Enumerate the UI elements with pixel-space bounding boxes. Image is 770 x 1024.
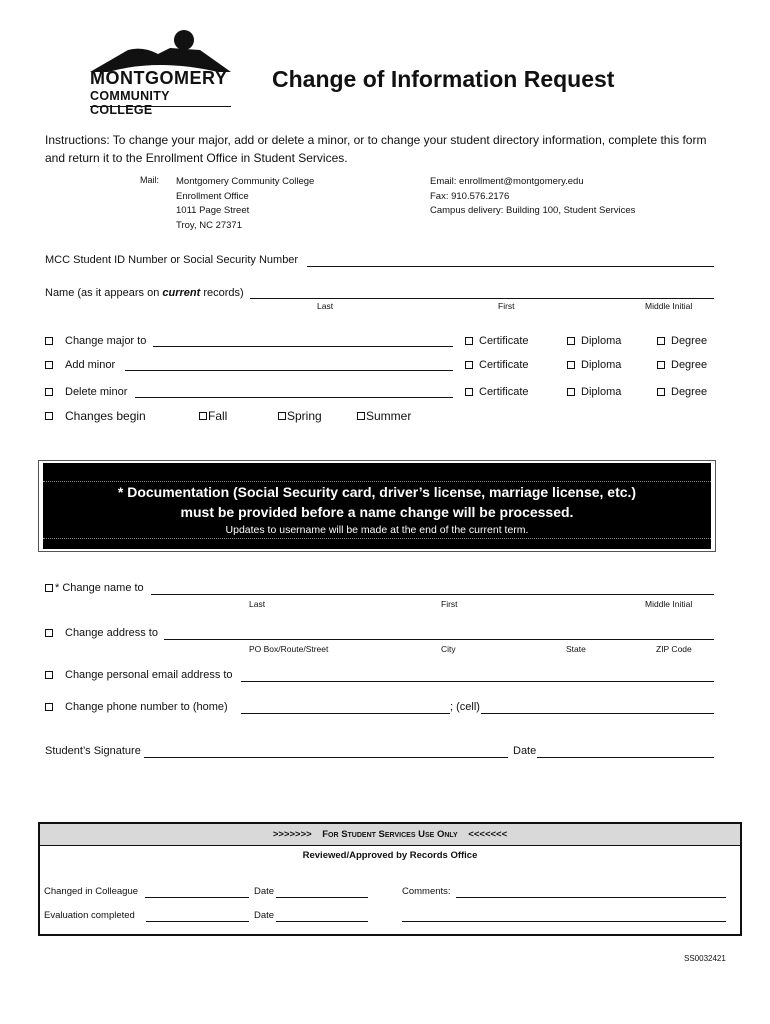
address-zip-caption: ZIP Code: [656, 644, 692, 654]
signature-label: Student’s Signature: [45, 745, 141, 757]
mail-line: Troy, NC 27371: [176, 219, 242, 231]
comments-label: Comments:: [402, 886, 451, 897]
documentation-notice: [38, 460, 716, 552]
change-address-checkbox[interactable]: [45, 629, 53, 637]
change-name-mi-caption: Middle Initial: [645, 599, 693, 609]
change-phone-checkbox[interactable]: [45, 703, 53, 711]
changes-begin-checkbox[interactable]: [45, 412, 53, 420]
add-minor-label: Add minor: [65, 359, 116, 371]
checkbox[interactable]: [657, 337, 665, 345]
change-name-label: * Change name to: [55, 582, 144, 594]
change-major-label: Change major to: [65, 335, 147, 347]
date1-field[interactable]: [276, 897, 368, 898]
instructions: Instructions: To change your major, add or delete a minor, or to change your student directory information, complete this form and return it to the Enrollment Office in Student Services.: [45, 133, 707, 165]
office-use-title: For Student Services Use Only: [322, 829, 458, 840]
checkbox[interactable]: [567, 337, 575, 345]
notice-line-3: Updates to username will be made at the end of the current term.: [225, 524, 529, 536]
office-use-header: >>>>>>> For Student Services Use Only <<<<<<<: [40, 824, 740, 846]
checkbox[interactable]: [199, 412, 207, 420]
cell-phone-label: ; (cell): [450, 701, 480, 713]
change-major-field[interactable]: [153, 346, 453, 347]
delete-minor-label: Delete minor: [65, 386, 128, 398]
mail-label: Mail:: [140, 175, 160, 185]
address-city-caption: City: [441, 644, 456, 654]
delete-minor-checkbox[interactable]: [45, 388, 53, 396]
name-last-caption: Last: [317, 301, 334, 311]
comments-field[interactable]: [456, 897, 726, 898]
delete-minor-field[interactable]: [135, 397, 453, 398]
date2-field[interactable]: [276, 921, 368, 922]
logo-line-1: MONTGOMERY: [90, 68, 228, 88]
term-summer-option[interactable]: Summer: [357, 409, 411, 423]
cell-phone-field[interactable]: [481, 713, 714, 714]
logo-line-2: COMMUNITY COLLEGE: [90, 89, 170, 117]
major-diploma-option[interactable]: Diploma: [567, 335, 621, 347]
office-use-box: [38, 822, 742, 936]
change-phone-row: [45, 701, 228, 713]
changed-in-label: Changed in Colleague: [44, 886, 139, 897]
student-id-field[interactable]: [307, 266, 714, 267]
change-address-field[interactable]: [164, 639, 714, 640]
notice-line-2: must be provided before a name change will be processed.: [180, 504, 574, 520]
date1-label: Date: [254, 886, 275, 897]
checkbox[interactable]: [657, 361, 665, 369]
delete-minor-diploma-option[interactable]: Diploma: [567, 386, 621, 398]
notice-line-1: * Documentation (Social Security card, driver’s license, marriage license, etc.): [117, 484, 637, 500]
contact-fax: Fax: 910.576.2176: [430, 190, 510, 202]
name-mi-caption: Middle Initial: [645, 301, 693, 311]
name-label: Name (as it appears on current records): [45, 287, 244, 299]
contact-info: [430, 175, 635, 219]
changes-begin-label: Changes begin: [65, 409, 146, 423]
change-name-field[interactable]: [151, 594, 714, 595]
major-degree-option[interactable]: Degree: [657, 335, 707, 347]
change-email-checkbox[interactable]: [45, 671, 53, 679]
change-address-label: Change address to: [65, 627, 158, 639]
change-email-field[interactable]: [241, 681, 714, 682]
page-title: Change of Information Request: [272, 66, 615, 92]
reviewed-label: Reviewed/Approved by Records Office: [302, 850, 478, 861]
change-name-last-caption: Last: [249, 599, 266, 609]
comments-field-line-2[interactable]: [402, 921, 726, 922]
checkbox[interactable]: [465, 361, 473, 369]
change-name-row: [45, 582, 144, 594]
add-minor-field[interactable]: [125, 370, 453, 371]
change-name-first-caption: First: [441, 599, 458, 609]
add-minor-checkbox[interactable]: [45, 361, 53, 369]
checkbox[interactable]: [567, 361, 575, 369]
change-phone-label: Change phone number to (home): [65, 701, 228, 713]
checkbox[interactable]: [657, 388, 665, 396]
signature-date-label: Date: [513, 745, 537, 757]
term-fall-option[interactable]: Fall: [199, 409, 227, 423]
change-major-checkbox[interactable]: [45, 337, 53, 345]
evaluation-label: Evaluation completed: [44, 910, 135, 921]
add-minor-diploma-option[interactable]: Diploma: [567, 359, 621, 371]
change-major-row: [45, 335, 146, 347]
delete-minor-certificate-option[interactable]: Certificate: [465, 386, 529, 398]
signature-date-field[interactable]: [537, 757, 714, 758]
change-email-label: Change personal email address to: [65, 669, 233, 681]
address-state-caption: State: [566, 644, 586, 654]
evaluation-field[interactable]: [146, 921, 249, 922]
contact-campus: Campus delivery: Building 100, Student Services: [430, 205, 636, 216]
changes-begin-row: [45, 409, 146, 423]
student-id-label: MCC Student ID Number or Social Security Number: [45, 254, 299, 266]
mail-address: [176, 175, 314, 233]
name-field[interactable]: [250, 298, 714, 299]
date2-label: Date: [254, 910, 275, 921]
checkbox[interactable]: [465, 337, 473, 345]
change-address-row: [45, 627, 158, 639]
mail-line: 1011 Page Street: [176, 205, 250, 216]
signature-field[interactable]: [144, 757, 508, 758]
add-minor-certificate-option[interactable]: Certificate: [465, 359, 529, 371]
delete-minor-row: [45, 386, 127, 398]
contact-email: Email: enrollment@montgomery.edu: [430, 176, 584, 187]
mail-line: Enrollment Office: [176, 190, 249, 202]
checkbox[interactable]: [357, 412, 365, 420]
add-minor-degree-option[interactable]: Degree: [657, 359, 707, 371]
mail-line: Montgomery Community College: [176, 176, 315, 187]
major-certificate-option[interactable]: Certificate: [465, 335, 529, 347]
form-code: SS0032421: [684, 954, 726, 963]
address-street-caption: PO Box/Route/Street: [249, 644, 329, 654]
checkbox[interactable]: [278, 412, 286, 420]
delete-minor-degree-option[interactable]: Degree: [657, 386, 707, 398]
checkbox[interactable]: [567, 388, 575, 396]
change-email-row: [45, 669, 233, 681]
name-first-caption: First: [498, 301, 515, 311]
add-minor-row: [45, 359, 115, 371]
checkbox[interactable]: [465, 388, 473, 396]
home-phone-field[interactable]: [241, 713, 450, 714]
term-spring-option[interactable]: Spring: [278, 409, 322, 423]
changed-in-field[interactable]: [145, 897, 249, 898]
change-name-checkbox[interactable]: [45, 584, 53, 592]
college-logo: [88, 28, 233, 117]
